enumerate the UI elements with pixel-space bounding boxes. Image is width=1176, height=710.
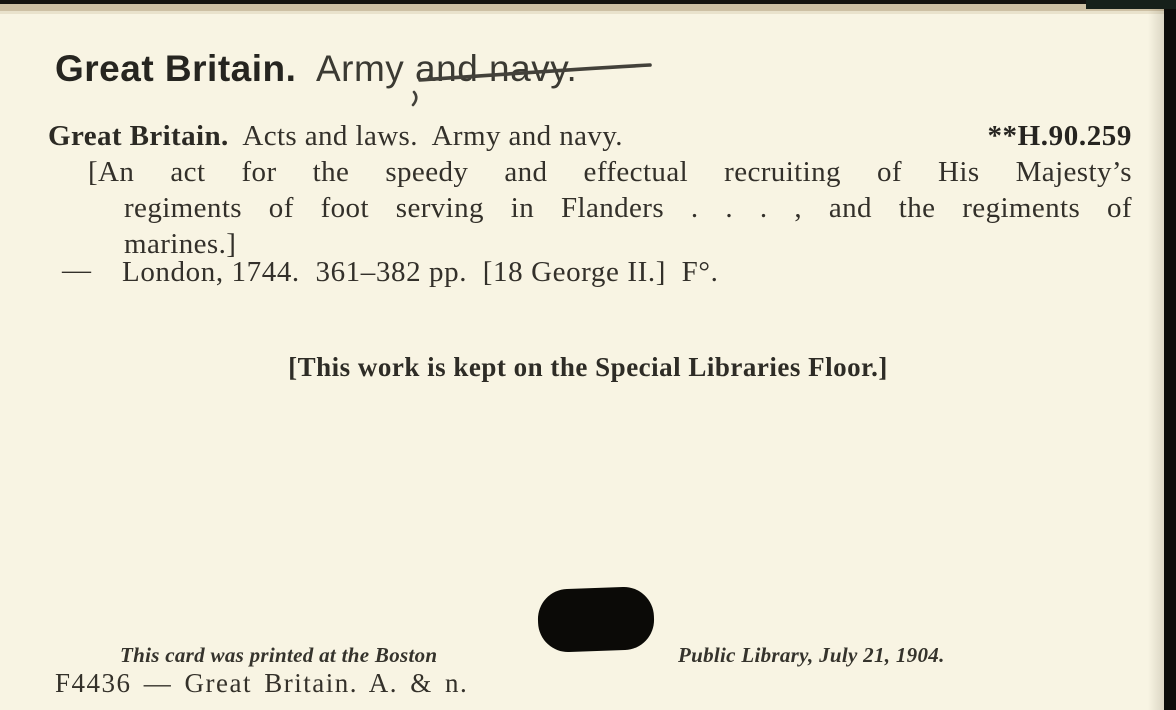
card-heading — [55, 48, 1105, 90]
footer-printed-note-right: Public Library, July 21, 1904. — [678, 643, 945, 667]
entry-titles: Acts and laws. Army and navy. — [228, 120, 623, 152]
title-line-1: [An act for the speedy and effectual recruiting of His Majesty’s — [88, 156, 1132, 188]
imprint-dash: — — [62, 254, 91, 286]
inked-hole-punch — [537, 586, 655, 653]
entry-author: Great Britain. — [48, 120, 229, 152]
heading-subject: Army — [315, 48, 405, 89]
footer-printed-note-left: This card was printed at the Boston — [120, 643, 438, 667]
entry-text — [48, 120, 623, 153]
handwritten-comma-mark — [413, 92, 416, 105]
entry-line — [48, 120, 1132, 153]
imprint-line: London, 1744. 361–382 pp. [18 George II.] F°. — [122, 256, 719, 288]
heading-struck-text: and navy. — [404, 48, 578, 89]
title-line-3: marines.] — [124, 228, 237, 260]
location-note: [This work is kept on the Special Libraries Floor.] — [288, 352, 888, 382]
series-number-line: F4436 — Great Britain. A. & n. — [55, 668, 469, 698]
heading-main-entry: Great Britain. — [55, 48, 297, 89]
call-number: **H.90.259 — [987, 120, 1132, 152]
title-line-2: regiments of foot serving in Flanders . . . , and the regiments of — [124, 192, 1132, 224]
scan-corner-dark — [1086, 0, 1176, 9]
scan-top-edge — [0, 0, 1176, 14]
